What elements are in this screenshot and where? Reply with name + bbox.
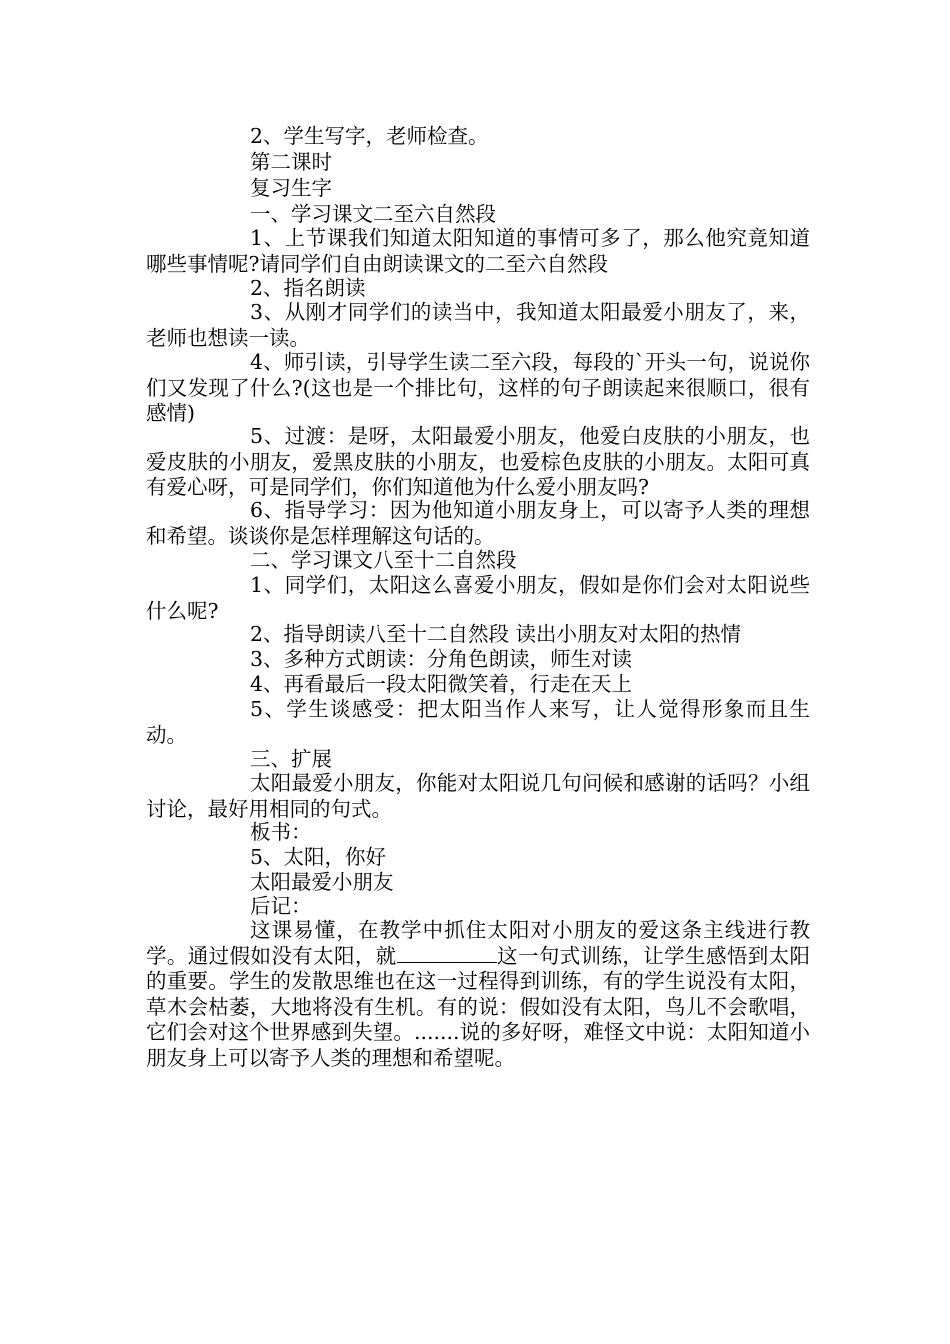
section-heading: 三、扩展 [250,747,332,771]
paragraph: 3、多种方式朗读：分角色朗读，师生对读 [250,647,633,671]
paragraph: 复习生字 [250,176,332,200]
lesson-heading: 第二课时 [250,150,332,174]
paragraph: 1、同学们，太阳这么喜爱小朋友，假如是你们会对太阳说些什么呢? [146,573,810,623]
afterword-text: 这一句式训练，让学生感悟到太阳的重要。学生的发散思维也在这一过程得到训练，有的学生说没有太阳，草木会枯萎，大地将没有生机。有的说：假如没有太阳，鸟儿不会歌唱，它们会对这个世界感到失望。.......说的多好呀，难怪文中说：太阳知道小朋友身上可以寄予人类的理想和希望呢。 [146,943,811,1070]
paragraph: 5、学生谈感受：把太阳当作人来写，让人觉得形象而且生动。 [146,697,810,747]
afterword-paragraph [146,918,810,1072]
paragraph: 2、学生写字，老师检查。 [250,124,489,148]
paragraph: 2、指名朗读 [250,276,366,300]
paragraph: 3、从刚才同学们的读当中，我知道太阳最爱小朋友了，来，老师也想读一读。 [146,300,810,350]
paragraph: 板书： [250,820,312,844]
afterword-text: 这课易懂，在教学中抓住太阳对小朋友的爱这条主线进行教学。通过假如没有太阳，就 [146,918,810,968]
paragraph: 5、太阳，你好 [250,845,387,869]
paragraph: 1、上节课我们知道太阳知道的事情可多了，那么他究竟知道哪些事情呢?请同学们自由朗读课文的二至六自然段 [146,226,810,276]
paragraph: 2、指导朗读八至十二自然段 读出小朋友对太阳的热情 [250,622,742,646]
paragraph: 5、过渡：是呀，太阳最爱小朋友，他爱白皮肤的小朋友，也爱皮肤的小朋友，爱黑皮肤的小朋友，也爱棕色皮肤的小朋友。太阳可真有爱心呀，可是同学们，你们知道他为什么爱小朋友吗? [146,424,810,500]
paragraph: 太阳最爱小朋友 [250,870,394,894]
section-heading: 一、学习课文二至六自然段 [250,202,496,226]
paragraph: 4、再看最后一段太阳微笑着，行走在天上 [250,672,633,696]
paragraph: 后记： [250,894,312,918]
section-heading: 二、学习课文八至十二自然段 [250,548,517,572]
paragraph: 太阳最爱小朋友，你能对太阳说几句问候和感谢的话吗？小组讨论，最好用相同的句式。 [146,771,810,821]
paragraph: 4、师引读，引导学生读二至六段，每段的`开头一句，说说你们又发现了什么?(这也是一个排比句，这样的句子朗读起来很顺口，很有感情) [146,350,810,426]
paragraph: 6、指导学习：因为他知道小朋友身上，可以寄予人类的理想和希望。谈谈你是怎样理解这句话的。 [146,498,810,548]
fill-in-blank [397,944,497,963]
